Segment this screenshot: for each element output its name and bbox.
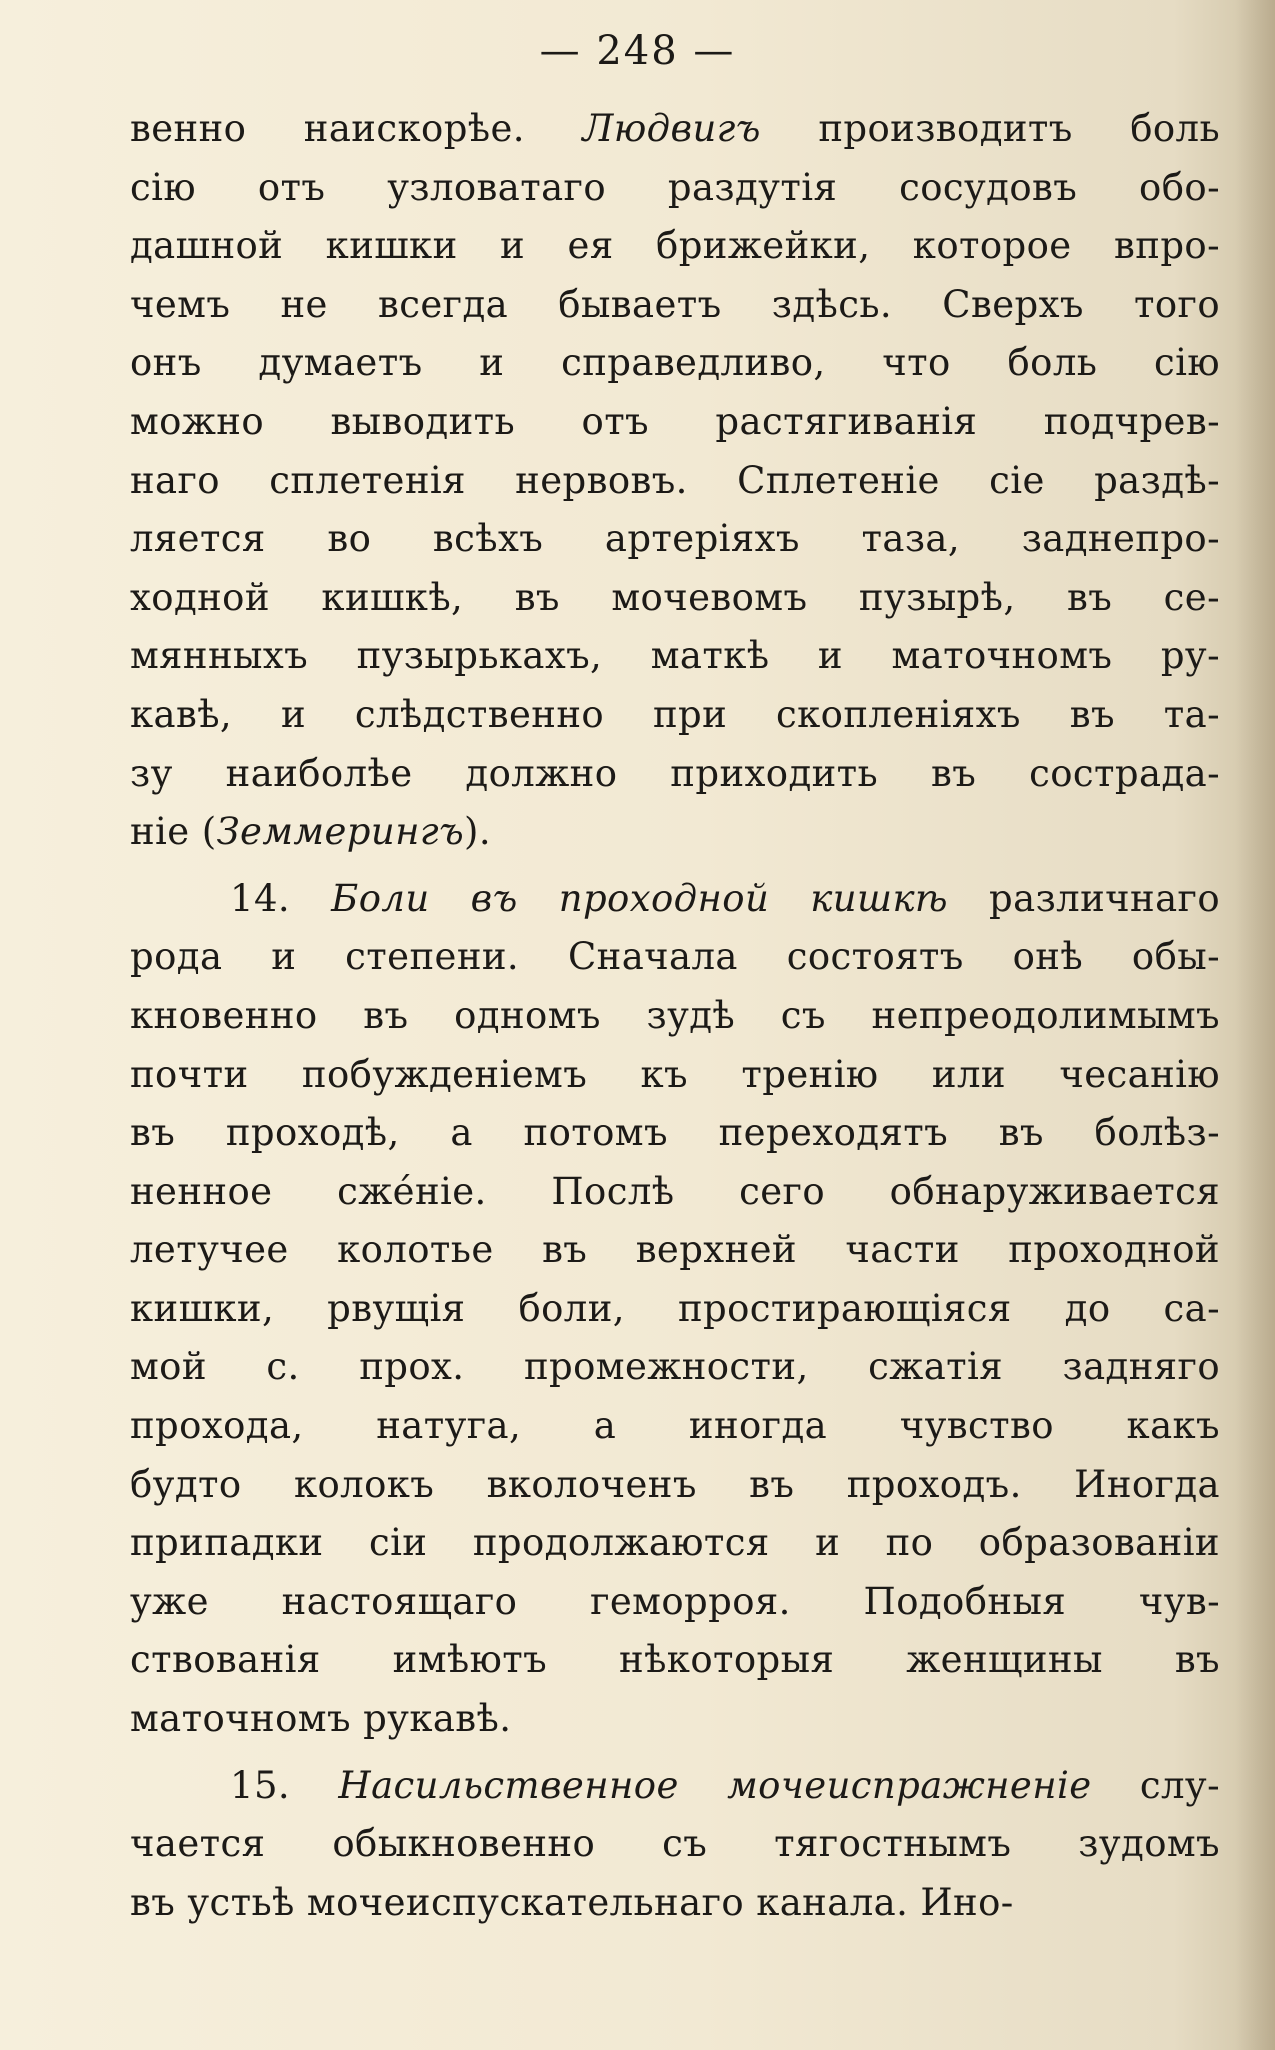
text-segment: мой с. прох. промежности, сжатія задняго	[130, 1345, 1220, 1389]
text-line	[130, 1104, 1220, 1163]
text-segment: сію отъ узловатаго раздутія сосудовъ обо-	[130, 165, 1220, 209]
text-segment: производитъ боль	[760, 107, 1220, 150]
text-segment: прохода, натуга, а иногда чувство какъ	[130, 1404, 1220, 1448]
text-segment: наго сплетенія нервовъ. Сплетеніе сіе раздѣ-	[130, 458, 1220, 502]
italic-segment: Боли въ проходной кишкѣ	[331, 876, 948, 920]
text-segment: ніе (	[130, 810, 217, 854]
text-line	[130, 1397, 1220, 1456]
text-segment: дашной кишки и ея брижейки, которое впро-	[130, 224, 1220, 268]
text-line	[130, 510, 1220, 569]
text-segment: маточномъ рукавѣ.	[130, 1697, 512, 1741]
italic-segment: Насильственное мочеиспражненіе	[338, 1763, 1092, 1807]
text-line	[130, 1514, 1220, 1573]
text-line	[130, 1221, 1220, 1280]
text-segment: ).	[464, 810, 492, 854]
text-segment: ствованія имѣютъ нѣкоторыя женщины въ	[130, 1638, 1220, 1682]
text-line	[130, 870, 1220, 929]
text-line	[130, 1690, 1220, 1749]
text-line	[130, 803, 1220, 862]
text-line	[130, 1573, 1220, 1632]
text-segment: мянныхъ пузырькахъ, маткѣ и маточномъ ру-	[130, 634, 1220, 678]
text-segment: чемъ не всегда бываетъ здѣсь. Сверхъ того	[130, 282, 1220, 326]
page-number: — 248 —	[539, 28, 736, 74]
text-segment: ляется во всѣхъ артеріяхъ таза, заднепро-	[130, 517, 1220, 561]
paragraph	[130, 100, 1220, 862]
text-line	[130, 100, 1220, 159]
text-line	[130, 1163, 1220, 1222]
text-segment: будто колокъ вколоченъ въ проходъ. Иногда	[130, 1462, 1220, 1506]
text-line	[130, 569, 1220, 628]
text-segment: кишки, рвущія боли, простирающіяся до са-	[130, 1286, 1220, 1330]
text-segment: слу-	[1091, 1763, 1220, 1807]
text-segment: рода и степени. Сначала состоятъ онѣ обы-	[130, 935, 1220, 979]
text-line	[130, 1338, 1220, 1397]
text-segment: можно выводить отъ растягиванія подчрев-	[130, 399, 1220, 443]
text-segment: чается обыкновенно съ тягостнымъ зудомъ	[130, 1822, 1220, 1866]
text-segment: ненное сжéніе. Послѣ сего обнаруживается	[130, 1169, 1220, 1213]
text-segment: 14.	[230, 876, 332, 920]
text-line	[130, 393, 1220, 452]
body-text	[130, 100, 1220, 1932]
page-edge-shadow	[1235, 0, 1275, 2050]
text-line	[130, 276, 1220, 335]
text-segment: кновенно въ одномъ зудѣ съ непреодолимымъ	[130, 993, 1220, 1037]
text-line	[130, 452, 1220, 511]
text-line	[130, 1815, 1220, 1874]
text-segment: зу наиболѣе должно приходить въ сострада-	[130, 751, 1220, 795]
text-line	[130, 1757, 1220, 1816]
text-line	[130, 159, 1220, 218]
text-line	[130, 217, 1220, 276]
paragraph-gap	[130, 862, 1220, 870]
paragraph-gap	[130, 1749, 1220, 1757]
text-segment: ходной кишкѣ, въ мочевомъ пузырѣ, въ се-	[130, 575, 1220, 619]
text-segment: уже настоящаго геморроя. Подобныя чув-	[130, 1579, 1220, 1623]
text-line	[130, 686, 1220, 745]
text-line	[130, 334, 1220, 393]
paragraph	[130, 1757, 1220, 1933]
text-line	[130, 1874, 1220, 1933]
text-line	[130, 987, 1220, 1046]
text-line	[130, 928, 1220, 987]
italic-segment: Земмерингъ	[216, 810, 465, 854]
text-segment: почти побужденіемъ къ тренію или чесанію	[130, 1052, 1220, 1096]
text-segment: онъ думаетъ и справедливо, что боль сію	[130, 341, 1220, 385]
text-line	[130, 627, 1220, 686]
text-segment: летучее колотье въ верхней части проходной	[130, 1228, 1220, 1272]
text-segment: въ устьѣ мочеиспускательнаго канала. Ино-	[130, 1880, 1014, 1924]
text-line	[130, 1631, 1220, 1690]
italic-segment: Людвигъ	[582, 107, 761, 150]
text-segment: венно наискорѣе.	[130, 107, 583, 150]
text-line	[130, 745, 1220, 804]
text-line	[130, 1046, 1220, 1105]
paragraph	[130, 870, 1220, 1749]
text-segment: въ проходѣ, а потомъ переходятъ въ болѣз-	[130, 1111, 1220, 1155]
text-line	[130, 1456, 1220, 1515]
text-line	[130, 1280, 1220, 1339]
text-segment: 15.	[230, 1763, 339, 1807]
text-segment: различнаго	[947, 876, 1220, 920]
text-segment: кавѣ, и слѣдственно при скопленіяхъ въ та-	[130, 692, 1220, 736]
text-segment: припадки сіи продолжаются и по образованіи	[130, 1521, 1220, 1565]
